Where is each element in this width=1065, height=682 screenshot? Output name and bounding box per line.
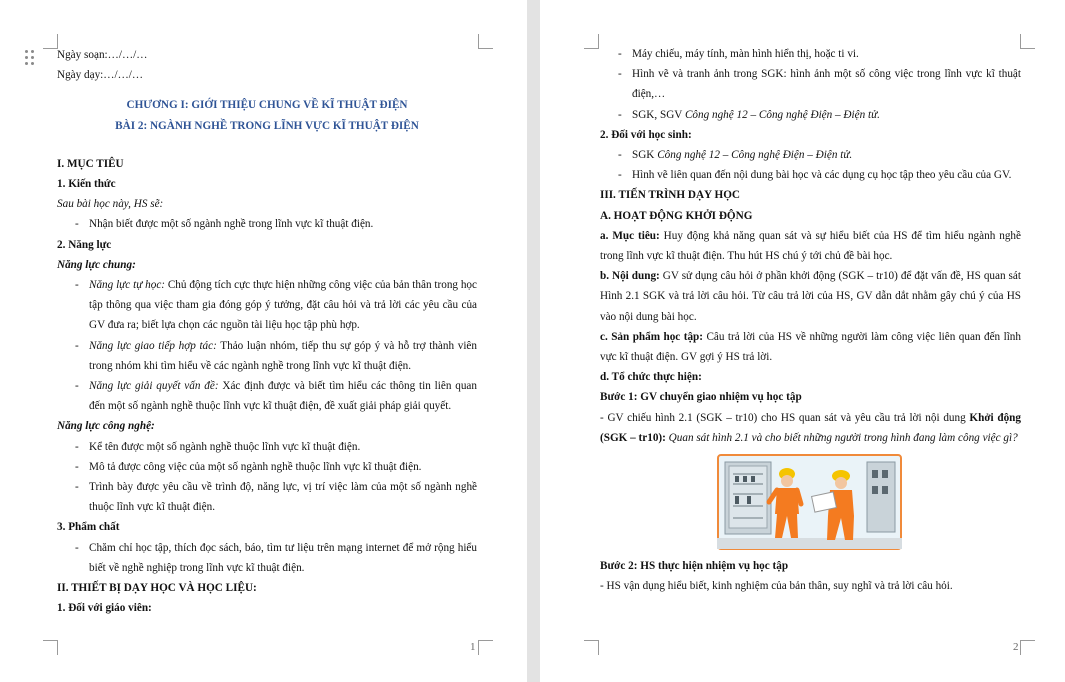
sub-heading: Năng lực công nghệ:	[57, 420, 155, 433]
page-1-content[interactable]	[57, 45, 477, 618]
bullet-item: - Hình vẽ liên quan đến nội dung bài học và các dụng cụ học tập theo yêu cầu của GV.	[600, 165, 1021, 185]
page-number: 1	[470, 641, 476, 653]
sub-heading: Năng lực chung:	[57, 258, 136, 271]
bullet-item: - Mô tả được công việc của một số ngành nghề thuộc lĩnh vực kĩ thuật điện.	[57, 457, 477, 477]
bullet-item: - Kể tên được một số ngành nghề thuộc lĩnh vực kĩ thuật điện.	[57, 437, 477, 457]
bullet-item: - Hình vẽ và tranh ảnh trong SGK: hình ảnh một số công việc trong lĩnh vực kĩ thuật điện,…	[600, 64, 1021, 104]
subsection-heading: 3. Phẩm chất	[57, 521, 120, 534]
bullet-item: - SGK, SGV Công nghệ 12 – Công nghệ Điện – Điện tử.	[600, 105, 1021, 125]
subsection-heading: 2. Đối với học sinh:	[600, 128, 692, 141]
bullet-item: - SGK Công nghệ 12 – Công nghệ Điện – Điện tử.	[600, 145, 1021, 165]
section-heading: III. TIẾN TRÌNH DẠY HỌC	[600, 189, 740, 202]
step-heading: Bước 2: HS thực hiện nhiệm vụ học tập	[600, 560, 789, 573]
intro-text: Sau bài học này, HS sẽ:	[57, 198, 164, 211]
margin-corner-marker	[478, 34, 493, 49]
drag-handle-icon[interactable]	[25, 50, 37, 68]
paragraph-heading: d. Tổ chức thực hiện:	[600, 371, 702, 384]
chapter-title: CHƯƠNG I: GIỚI THIỆU CHUNG VỀ KĨ THUẬT ĐIỆN	[126, 99, 408, 112]
margin-corner-marker	[43, 640, 58, 655]
ngay-soan: Ngày soạn:…/…/…	[57, 49, 148, 61]
ngay-day: Ngày dạy:…/…/…	[57, 69, 144, 82]
subsection-heading: 2. Năng lực	[57, 238, 112, 251]
margin-corner-marker	[584, 640, 599, 655]
subsection-heading: 1. Đối với giáo viên:	[57, 602, 152, 615]
bullet-item: - Năng lực giải quyết vấn đề: Xác định được và biết tìm hiểu các thông tin liên quan đến một số ngành nghề thuộc lĩnh vực kĩ thuật điện, đề xuất giải pháp giải quyết.	[57, 376, 477, 416]
paragraph: a. Mục tiêu: Huy động khả năng quan sát và sự hiểu biết của HS để tìm hiểu ngành nghề trong lĩnh vực kĩ thuật điện. Thu hút HS chú ý tới chủ đề bài học.	[600, 229, 1021, 263]
margin-corner-marker	[584, 34, 599, 49]
step-heading: Bước 1: GV chuyển giao nhiệm vụ học tập	[600, 391, 802, 404]
lesson-title: BÀI 2: NGÀNH NGHỀ TRONG LĨNH VỰC KĨ THUẬT ĐIỆN	[115, 119, 419, 132]
bullet-item: - Chăm chỉ học tập, thích đọc sách, báo, tìm tư liệu trên mạng internet để mở rộng hiểu biết về nghề nghiệp trong lĩnh vực kĩ thuật điện.	[57, 538, 477, 578]
paragraph: - HS vận dụng hiểu biết, kinh nghiệm của bản thân, suy nghĩ và trả lời câu hỏi.	[600, 580, 953, 593]
section-heading: I. MỤC TIÊU	[57, 157, 124, 170]
paragraph: - GV chiếu hình 2.1 (SGK – tr10) cho HS quan sát và yêu cầu trả lời nội dung Khởi động (SGK – tr10): Quan sát hình 2.1 và cho biết những người trong hình đang làm công việc gì?	[600, 411, 1022, 444]
margin-corner-marker	[1020, 640, 1035, 655]
margin-corner-marker	[1020, 34, 1035, 49]
page-gap	[527, 0, 540, 682]
paragraph: c. Sản phẩm học tập: Câu trả lời của HS về những người làm công việc liên quan đến lĩnh vực kĩ thuật điện. GV gợi ý HS trả lời.	[600, 330, 1021, 364]
page-number: 2	[1013, 641, 1019, 653]
bullet-item: - Năng lực tự học: Chủ động tích cực thực hiện những công việc của bản thân trong học tập thông qua việc tham gia đóng góp ý tưởng, đặt câu hỏi và trả lời các yêu cầu của GV đưa ra; biết lựa chọn các nguồn tài liệu học tập phù hợp.	[57, 275, 477, 336]
bullet-item: - Trình bày được yêu cầu về trình độ, năng lực, vị trí việc làm của một số ngành nghề thuộc lĩnh vực kĩ thuật điện.	[57, 477, 477, 517]
paragraph: b. Nội dung: GV sử dụng câu hỏi ở phần khởi động (SGK – tr10) để đặt vấn đề, HS quan sát Hình 2.1 SGK và trả lời câu hỏi. Từ câu trả lời của HS, GV dẫn dắt nhằm gây chú ý của HS vào nội dung bài học.	[600, 270, 1021, 323]
bullet-item: - Nhận biết được một số ngành nghề trong lĩnh vực kĩ thuật điện.	[57, 214, 477, 234]
section-heading: II. THIẾT BỊ DẠY HỌC VÀ HỌC LIỆU:	[57, 582, 257, 595]
subsection-heading: 1. Kiến thức	[57, 178, 116, 191]
page-2-content[interactable]	[600, 44, 1021, 596]
margin-corner-marker	[478, 640, 493, 655]
margin-corner-marker	[43, 34, 58, 49]
bullet-item: - Máy chiếu, máy tính, màn hình hiển thị, hoặc ti vi.	[600, 44, 1021, 64]
bullet-item: - Năng lực giao tiếp hợp tác: Thảo luận nhóm, tiếp thu sự góp ý và hỗ trợ thành viên trong nhóm khi tìm hiểu về các ngành nghề trong lĩnh vực kĩ thuật điện.	[57, 336, 477, 376]
electrician-illustration-image	[717, 454, 902, 550]
subsection-heading: A. HOẠT ĐỘNG KHỞI ĐỘNG	[600, 209, 753, 222]
